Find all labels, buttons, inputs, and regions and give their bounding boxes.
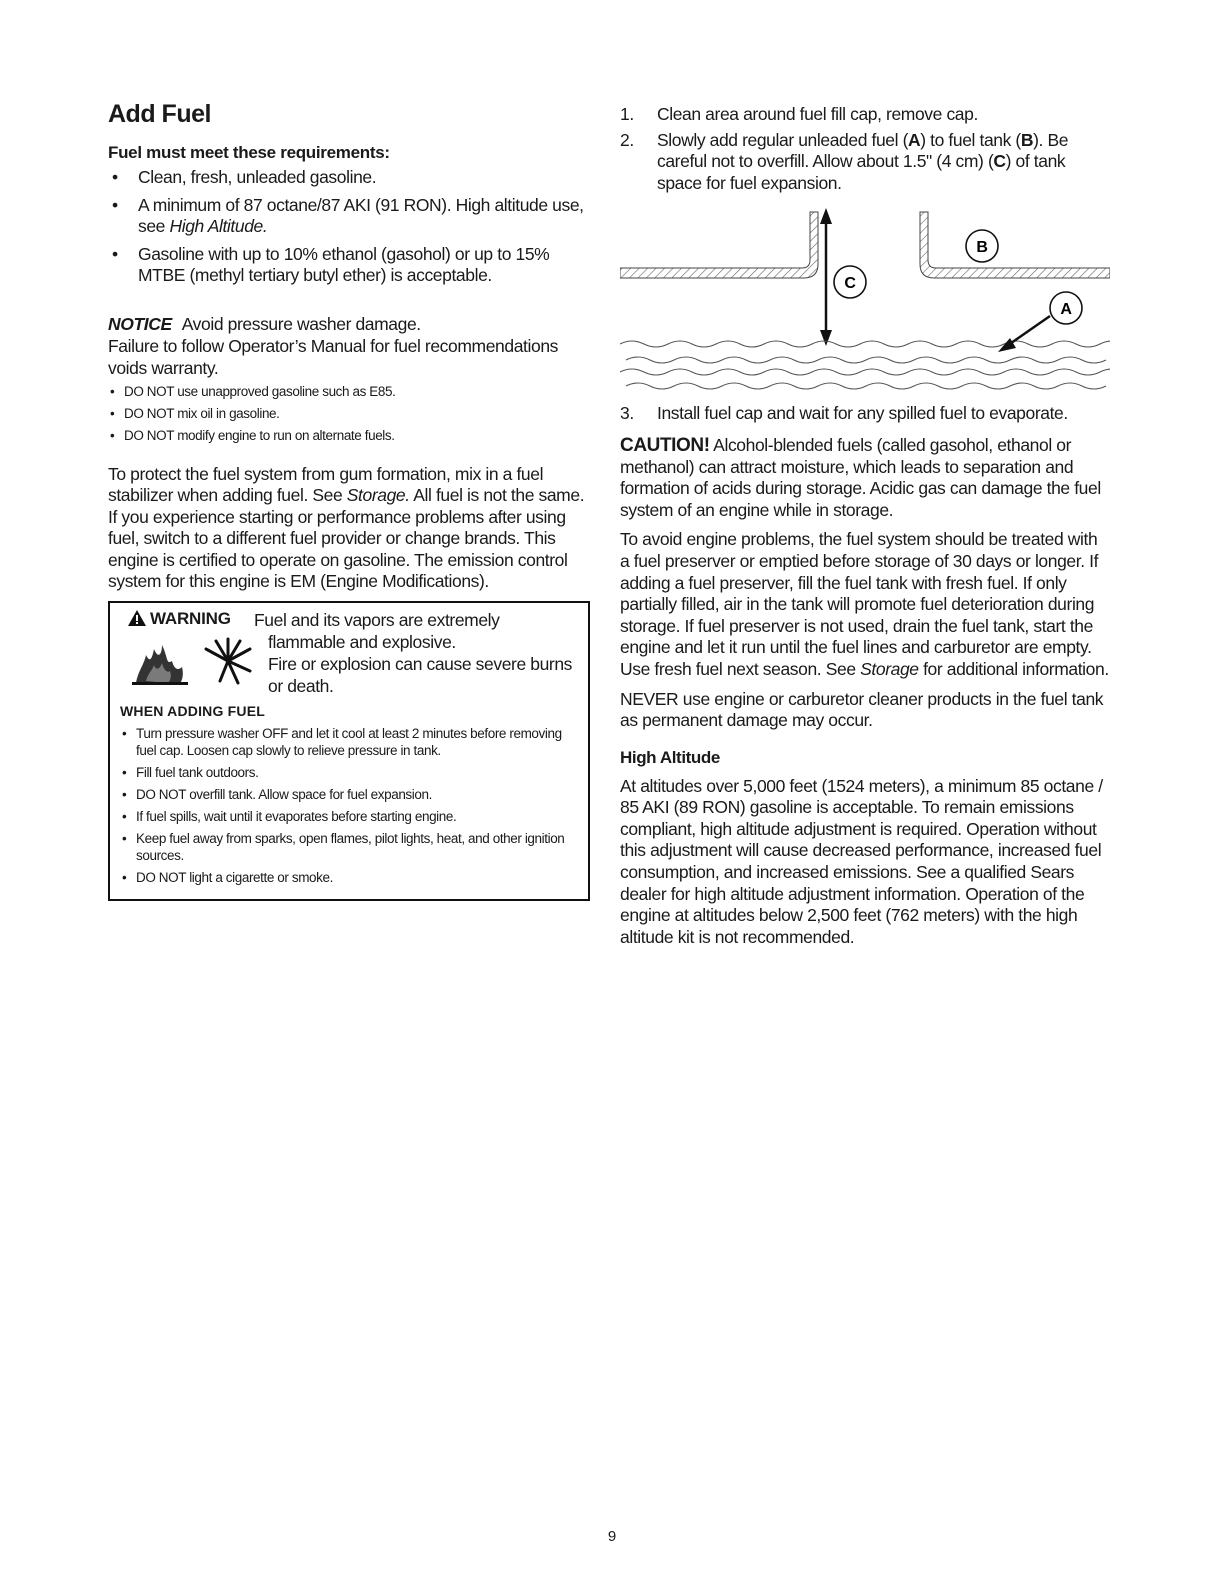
- never-paragraph: NEVER use engine or carburetor cleaner products in the fuel tank as permanent damage may occur.: [620, 688, 1104, 731]
- fuel-tank-diagram: [620, 202, 1110, 397]
- notice-block: [108, 313, 590, 444]
- warning-list: [120, 725, 580, 886]
- step-item: 3. Install fuel cap and wait for any spilled fuel to evaporate.: [620, 403, 1068, 424]
- storage-ref: Storage: [860, 658, 919, 679]
- fuel-tank-illustration: [620, 202, 1110, 392]
- list-item: • DO NOT light a cigarette or smoke.: [120, 869, 580, 886]
- notice-list: [108, 383, 590, 444]
- list-item: • DO NOT use unapproved gasoline such as E85.: [108, 383, 590, 400]
- notice-label: NOTICE: [108, 313, 172, 334]
- warning-triangle-icon: [128, 610, 146, 626]
- label-b: B: [976, 239, 988, 257]
- high-altitude-paragraph: At altitudes over 5,000 feet (1524 meters), a minimum 85 octane / 85 AKI (89 RON) gasoline is acceptable. To remain emissions compliant, high altitude adjustment is required. Operation without this adjustment will cause decreased performance, increased fuel consumption, and increased emissions. See a qualified Sears dealer for high altitude adjustment information. Operation of the engine at altitudes below 2,500 feet (762 meters) with the high altitude kit is not recommended.: [620, 775, 1103, 947]
- warning-box: [108, 601, 590, 901]
- high-altitude-heading: High Altitude: [620, 747, 720, 767]
- fuel-steps-continued: [620, 403, 1110, 425]
- caution-label: CAUTION!: [620, 434, 710, 456]
- requirements-heading: Fuel must meet these requirements:: [108, 143, 390, 162]
- list-item: • DO NOT mix oil in gasoline.: [108, 405, 590, 422]
- list-item: • A minimum of 87 octane/87 AKI (91 RON). High altitude use, see High Altitude.: [108, 195, 590, 238]
- warning-text: Fuel and its vapors are extremely flammable and explosive. Fire or explosion can cause severe burns or death.: [254, 610, 573, 697]
- left-column: [108, 100, 590, 901]
- right-column: [620, 104, 1110, 948]
- explosion-icon: [200, 637, 256, 685]
- label-c: C: [844, 275, 856, 293]
- list-item: • DO NOT modify engine to run on alternate fuels.: [108, 427, 590, 444]
- notice-body: Failure to follow Operator’s Manual for fuel recommendations voids warranty.: [108, 335, 559, 378]
- list-item: • Fill fuel tank outdoors.: [120, 764, 580, 781]
- storage-paragraph: To avoid engine problems, the fuel system should be treated with a fuel preserver or emptied before storage of 30 days or longer. If adding a fuel preserver, fill the fuel tank with fresh fuel. If only partially filled, air in the tank will promote fuel deterioration during storage. If fuel preserver is not used, drain the fuel tank, start the engine and let it run until the fuel lines and carburetor are empty. Use fresh fuel next season. See Storage for additional information.: [620, 529, 1109, 679]
- fire-icon: [132, 641, 188, 685]
- expansion-space-arrow: [820, 208, 832, 346]
- page-number: 9: [607, 1528, 617, 1545]
- list-item: • DO NOT overfill tank. Allow space for fuel expansion.: [120, 786, 580, 803]
- warning-label: WARNING: [128, 609, 231, 629]
- list-item: • Clean, fresh, unleaded gasoline.: [108, 167, 590, 189]
- high-altitude-ref: High Altitude.: [169, 216, 268, 236]
- notice-text: Avoid pressure washer damage.: [181, 313, 421, 334]
- step-item: 2. Slowly add regular unleaded fuel (A) to fuel tank (B). Be careful not to overfill. Allow about 1.5" (4 cm) (C) of tank space for fuel expansion.: [620, 129, 1069, 193]
- storage-ref: Storage.: [346, 485, 410, 506]
- fuel-steps: [620, 104, 1110, 194]
- step-item: 1. Clean area around fuel fill cap, remove cap.: [620, 104, 978, 124]
- list-item: • If fuel spills, wait until it evaporates before starting engine.: [120, 808, 580, 825]
- list-item: • Gasoline with up to 10% ethanol (gasohol) or up to 15% MTBE (methyl tertiary butyl ether) is acceptable.: [108, 244, 590, 287]
- caution-paragraph: CAUTION! Alcohol-blended fuels (called gasohol, ethanol or methanol) can attract moisture, which leads to separation and formation of acids during storage. Acidic gas can damage the fuel system of an engine while in storage.: [620, 434, 1101, 520]
- when-adding-fuel-heading: WHEN ADDING FUEL: [120, 703, 266, 720]
- list-item: • Turn pressure washer OFF and let it cool at least 2 minutes before removing fuel cap. Loosen cap slowly to relieve pressure in tank.: [120, 725, 580, 759]
- label-a: A: [1060, 301, 1072, 319]
- section-title: Add Fuel: [108, 100, 211, 128]
- fuel-protection-paragraph: To protect the fuel system from gum formation, mix in a fuel stabilizer when adding fuel. See Storage. All fuel is not the same. If you experience starting or performance problems after using fuel, switch to a different fuel provider or change brands. This engine is certified to operate on gasoline. The emission control system for this engine is EM (Engine Modifications).: [108, 463, 585, 592]
- requirements-list: [108, 167, 590, 287]
- list-item: • Keep fuel away from sparks, open flames, pilot lights, heat, and other ignition sources.: [120, 830, 580, 864]
